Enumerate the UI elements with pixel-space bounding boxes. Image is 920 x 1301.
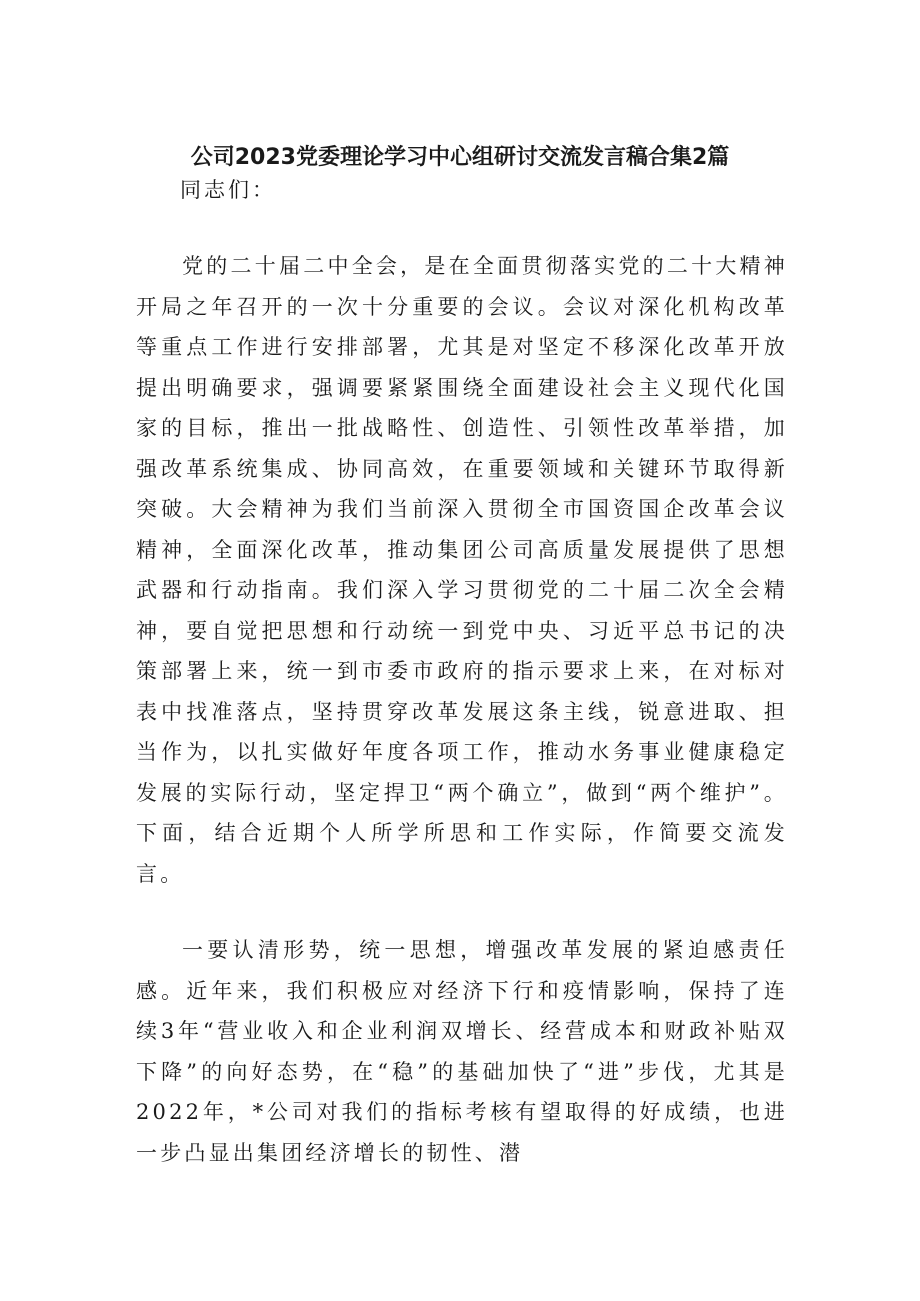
paragraph-1: 党的二十届二中全会，是在全面贯彻落实党的二十大精神开局之年召开的一次十分重要的会议。会议对深化机构改革等重点工作进行安排部署，尤其是对坚定不移深化改革开放提出明确要求，强调要紧紧围绕全面建设社会主义现代化国家的目标，推出一批战略性、创造性、引领性改革举措，加强改革系统集成、协同高效，在重要领域和关键环节取得新突破。大会精神为我们当前深入贯彻全市国资国企改革会议精神，全面深化改革，推动集团公司高质量发展提供了思想武器和行动指南。我们深入学习贯彻党的二十届二次全会精神，要自觉把思想和行动统一到党中央、习近平总书记的决策部署上来，统一到市委市政府的指示要求上来，在对标对表中找准落点，坚持贯穿改革发展这条主线，锐意进取、担当作为，以扎实做好年度各项工作，推动水务事业健康稳定发展的实际行动，坚定捍卫“两个确立”，做到“两个维护”。下面，结合近期个人所学所思和工作实际，作简要交流发言。 [136,254,788,886]
document-title: 公司2023党委理论学习中心组研讨交流发言稿合集2篇 [190,145,730,170]
paragraph-2: 一要认清形势，统一思想，增强改革发展的紧迫感责任感。近年来，我们积极应对经济下行和疫情影响，保持了连续3年“营业收入和企业利润双增长、经营成本和财政补贴双下降”的向好态势，在“稳”的基础加快了“进”步伐，尤其是2022年，*公司对我们的指标考核有望取得的好成绩，也进一步凸显出集团经济增长的韧性、潜 [136,938,788,1165]
salutation: 同志们： [180,178,276,202]
